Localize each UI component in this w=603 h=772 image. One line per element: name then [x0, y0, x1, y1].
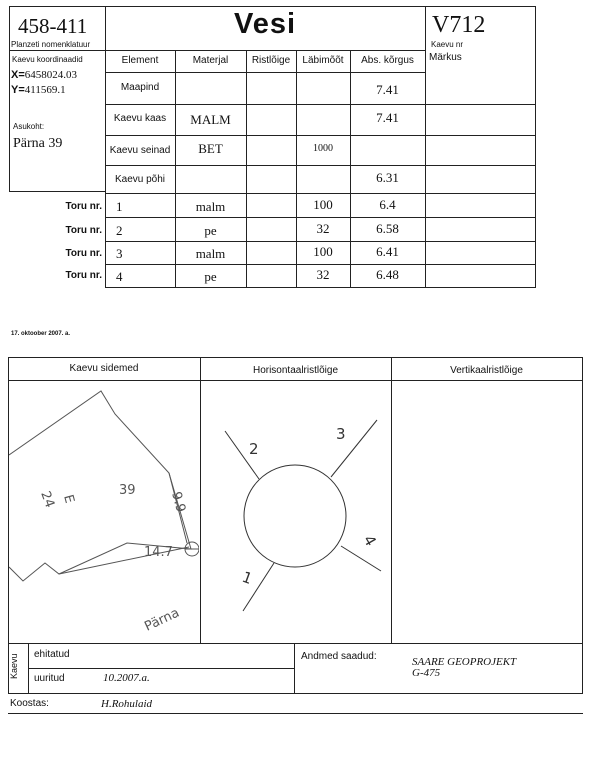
pipe-label-4: 4 [359, 532, 380, 550]
pipe-abs-height: 6.58 [376, 221, 399, 236]
pipe-label-3: 3 [336, 425, 346, 443]
diameter-cell: 1000 [313, 143, 333, 154]
pipe-material: pe [204, 269, 217, 284]
pipe-number: 4 [116, 269, 123, 284]
coordinate-y: Y=411569.1 [11, 84, 66, 96]
panel-title-connections: Kaevu sidemed [69, 363, 139, 374]
header-remarks: Märkus [429, 52, 462, 63]
location-label: Asukoht: [13, 122, 45, 131]
pipe-label: Toru nr. [65, 270, 102, 281]
header-diameter: Läbimõõt [302, 55, 344, 66]
coordinates-label: Kaevu koordinaadid [12, 55, 83, 64]
material-cell: BET [198, 141, 223, 156]
pipe-material: pe [204, 223, 217, 238]
compiled-label: Koostas: [10, 698, 49, 709]
pipe-abs-height: 6.48 [376, 267, 399, 282]
sketch-label-14-7: 14.7 [144, 545, 173, 560]
pipe-number: 3 [116, 246, 123, 261]
element-cell: Kaevu seinad [109, 145, 171, 156]
sketch-label-parna: Pärna [142, 605, 182, 635]
horizontal-section-sketch [201, 381, 391, 643]
nomenclature-label: Planzeti nomenklatuur [11, 40, 91, 49]
document-date: 17. oktoober 2007. a. [11, 331, 71, 337]
sketch-label-39: 39 [119, 483, 136, 498]
sketch-label-e: E [60, 493, 77, 505]
element-cell: Kaevu põhi [114, 174, 166, 185]
abs-height-cell: 7.41 [376, 82, 399, 97]
coordinate-x: X=6458024.03 [11, 69, 78, 81]
compiled-value: H.Rohulaid [101, 698, 153, 710]
panel-title-vertical: Vertikaalristlõige [450, 365, 523, 376]
sketch-label-24: 24 [37, 489, 57, 510]
pipe-label: Toru nr. [65, 201, 102, 212]
nomenclature-number: 458-411 [18, 14, 88, 38]
surveyed-value: 10.2007.a. [103, 672, 150, 684]
pipe-diameter: 100 [313, 197, 333, 212]
data-source-code: G-475 [412, 667, 441, 679]
well-number: V712 [432, 12, 486, 38]
pipe-number: 2 [116, 223, 123, 238]
element-cell: Maapind [120, 82, 160, 93]
location-value: Pärna 39 [13, 136, 63, 151]
pipe-label: Toru nr. [65, 225, 102, 236]
well-number-label: Kaevu nr [431, 40, 464, 49]
pipe-label-1: 1 [239, 567, 255, 589]
header-cross-section: Ristlõige [251, 55, 291, 66]
pipe-abs-height: 6.41 [376, 244, 399, 259]
header-element: Element [121, 55, 159, 66]
pipe-diameter: 32 [316, 267, 330, 282]
connections-sketch [9, 381, 199, 643]
pipe-label: Toru nr. [65, 248, 102, 259]
abs-height-cell: 6.31 [376, 170, 399, 185]
data-source-value: SAARE GEOPROJEKT [412, 656, 517, 668]
pipe-diameter: 32 [316, 221, 330, 236]
header-abs-height: Abs. kõrgus [361, 55, 414, 66]
pipe-abs-height: 6.4 [379, 197, 396, 212]
element-cell: Kaevu kaas [113, 113, 167, 124]
header-material: Materjal [192, 55, 229, 66]
pipe-number: 1 [116, 199, 123, 214]
data-source-label: Andmed saadud: [301, 651, 377, 662]
well-circle [244, 465, 346, 567]
surveyed-label: uuritud [34, 673, 65, 684]
page-title: Vesi [233, 8, 297, 40]
panel-title-horizontal: Horisontaalristlõige [252, 365, 339, 376]
pipe-label-2: 2 [249, 440, 259, 458]
material-cell: MALM [190, 112, 231, 127]
pipe-diameter: 100 [313, 244, 333, 259]
sketch-label-9-9: 9.9 [168, 490, 188, 515]
pipe-material: malm [195, 246, 226, 261]
pipe-4-line [341, 546, 381, 571]
pipe-material: malm [195, 199, 226, 214]
abs-height-cell: 7.41 [376, 110, 399, 125]
built-label: ehitatud [34, 649, 70, 660]
footer-side-label: Kaevu [9, 653, 19, 679]
